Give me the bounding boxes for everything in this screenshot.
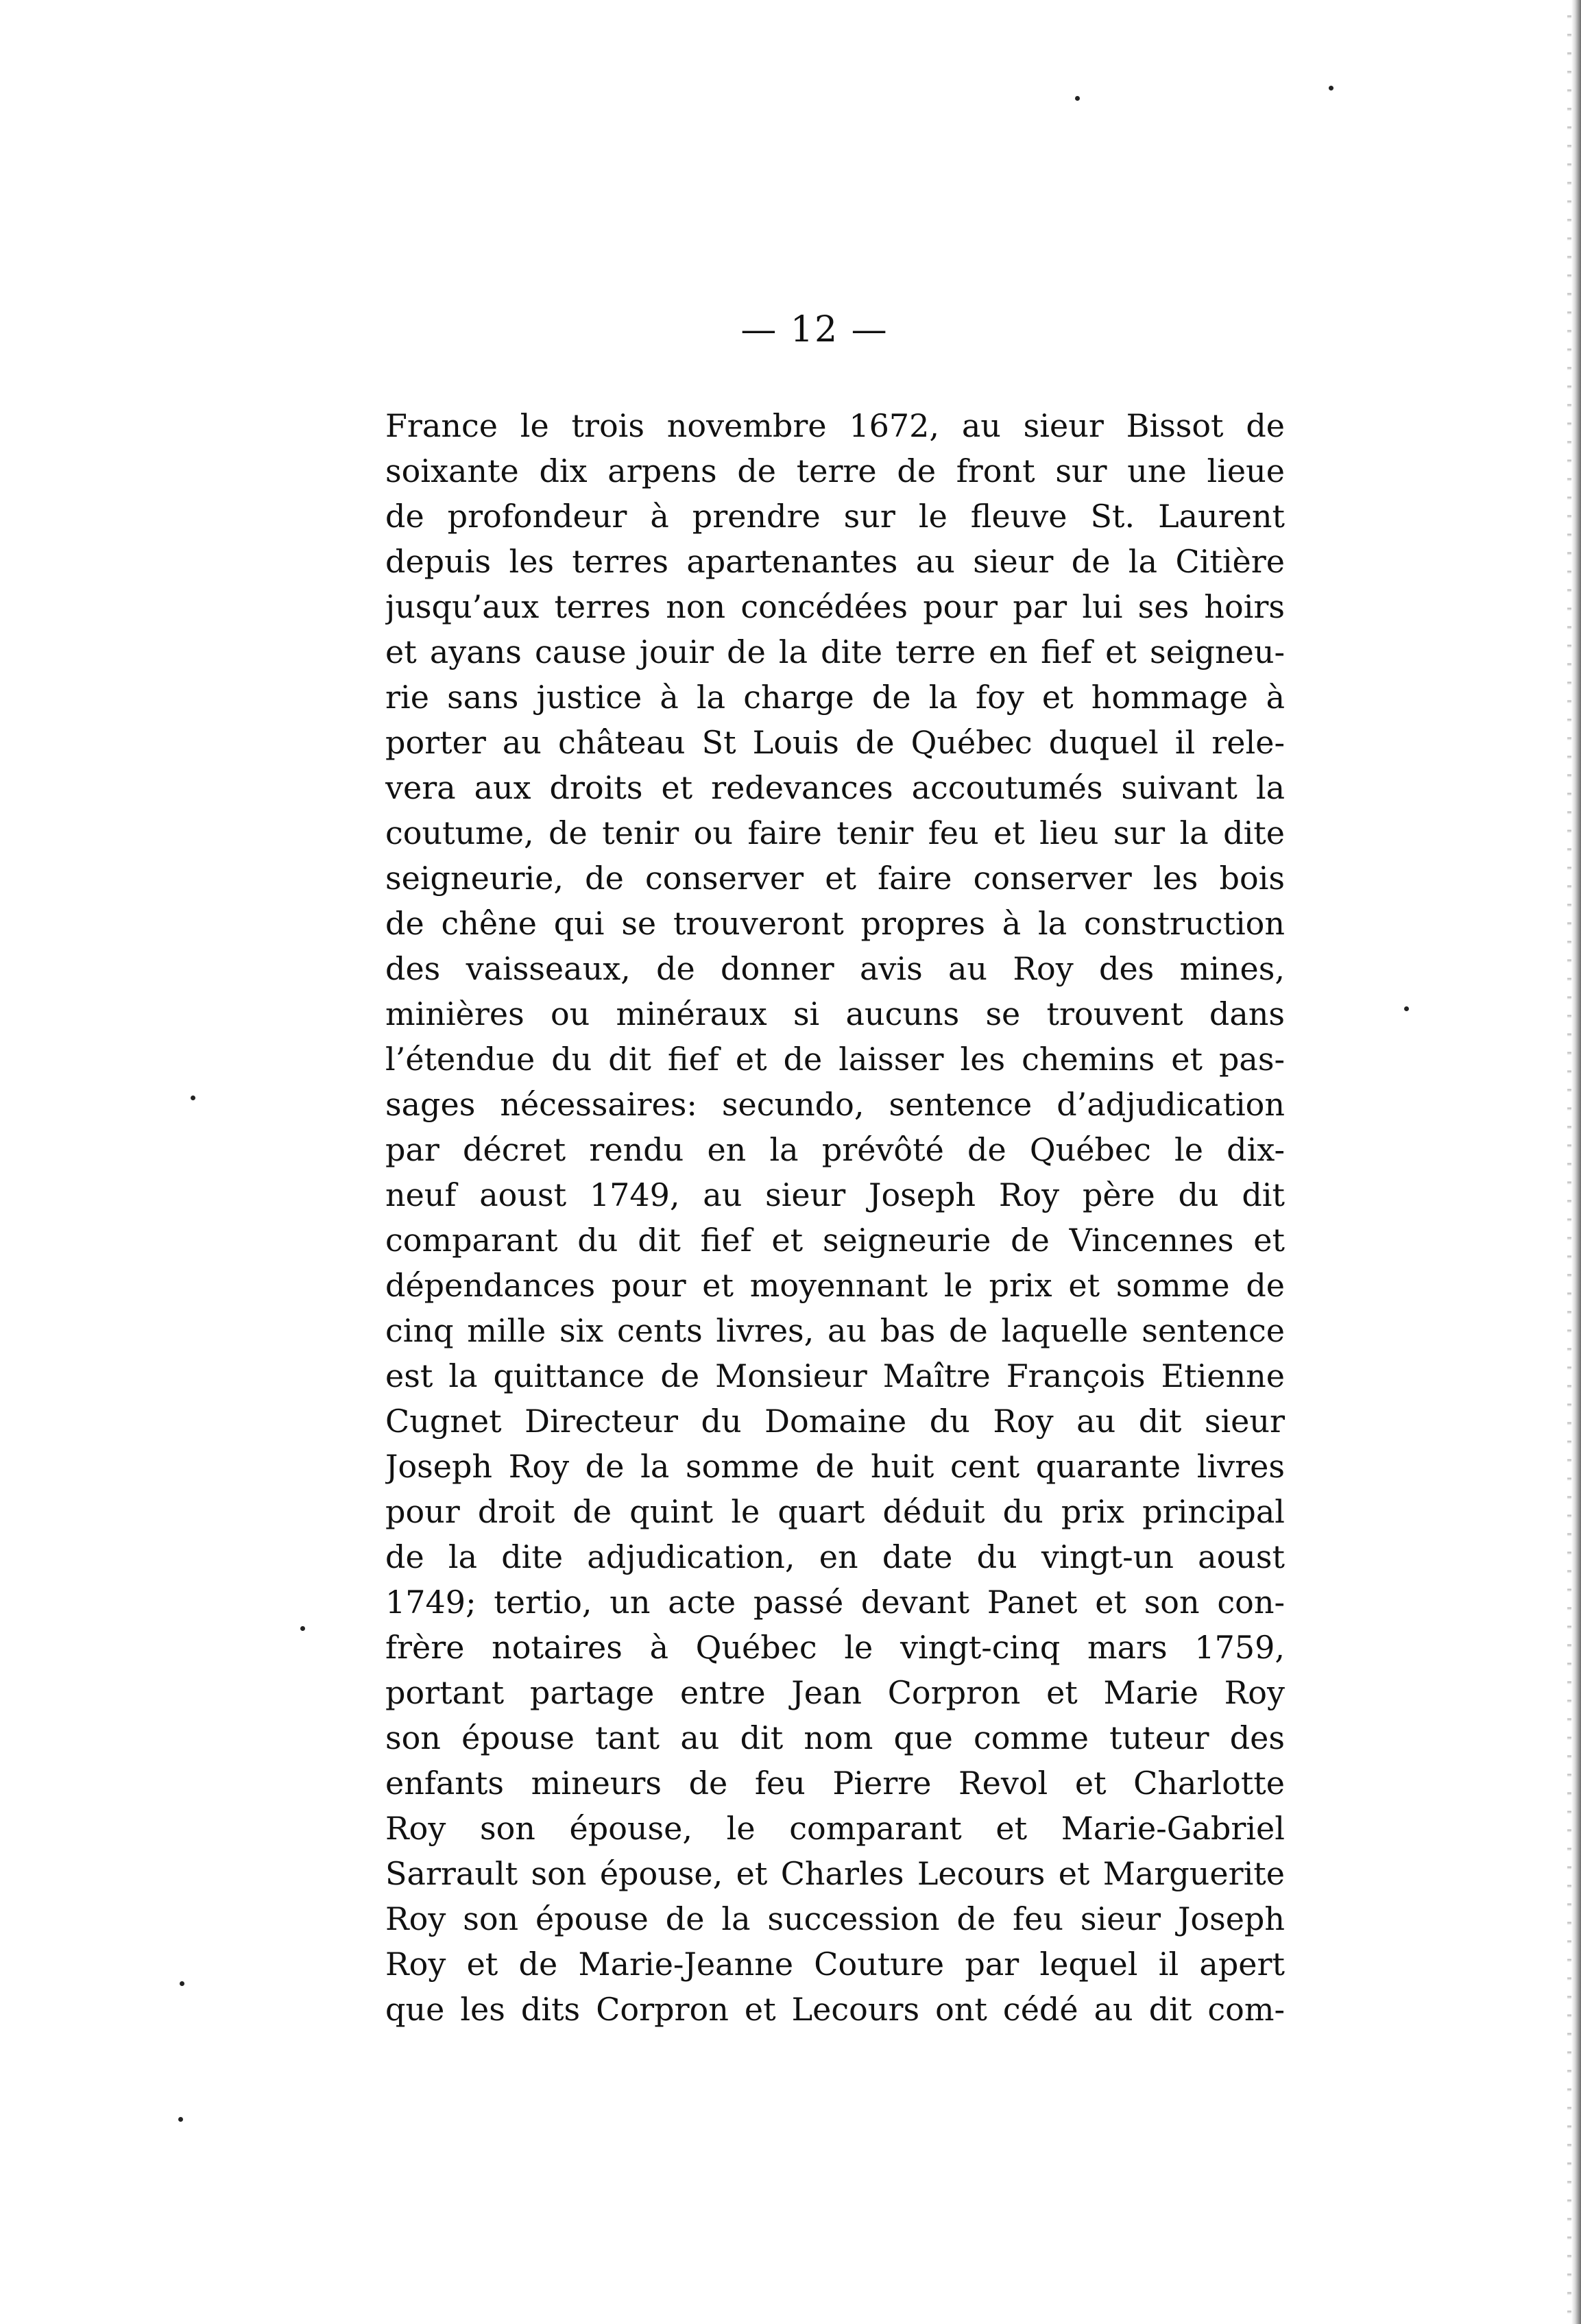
scan-speck <box>300 1626 305 1631</box>
text-line: est la quittance de Monsieur Maître François Etienne <box>385 1357 1285 1394</box>
text-line: coutume, de tenir ou faire tenir feu et lieu sur la dite <box>385 814 1285 851</box>
text-line: Roy et de Marie-Jeanne Couture par lequel il apert <box>385 1946 1285 1983</box>
text-line: 1749; tertio, un acte passé devant Panet et son con- <box>385 1584 1285 1621</box>
scan-speck <box>1075 96 1080 101</box>
text-line: Joseph Roy de la somme de huit cent quarante livres <box>385 1448 1285 1485</box>
text-line: des vaisseaux, de donner avis au Roy des mines, <box>385 950 1285 987</box>
text-line: soixante dix arpens de terre de front sur une lieue <box>385 452 1285 489</box>
text-line: Cugnet Directeur du Domaine du Roy au dit sieur <box>385 1403 1285 1440</box>
text-line: neuf aoust 1749, au sieur Joseph Roy père du dit <box>385 1176 1285 1213</box>
text-line: de la dite adjudication, en date du vingt-un aoust <box>385 1538 1285 1575</box>
body-text <box>385 403 1285 2032</box>
scan-speck <box>191 1096 195 1100</box>
text-line: vera aux droits et redevances accoutumés suivant la <box>385 769 1285 806</box>
scan-speck <box>1404 1006 1409 1011</box>
text-line: depuis les terres apartenantes au sieur de la Citière <box>385 543 1285 580</box>
text-line: dépendances pour et moyennant le prix et somme de <box>385 1267 1285 1304</box>
text-line: jusqu’aux terres non concédées pour par lui ses hoirs <box>385 588 1285 625</box>
scan-speck <box>178 2117 183 2122</box>
text-line: minières ou minéraux si aucuns se trouvent dans <box>385 995 1285 1032</box>
text-line: l’étendue du dit fief et de laisser les chemins et pas- <box>385 1041 1285 1078</box>
text-line: comparant du dit fief et seigneurie de Vincennes et <box>385 1222 1285 1259</box>
text-line: porter au château St Louis de Québec duquel il rele- <box>385 724 1285 761</box>
scan-speck <box>180 1981 184 1986</box>
text-line: et ayans cause jouir de la dite terre en fief et seigneu- <box>385 633 1285 670</box>
page-binding-edge <box>1571 0 1581 2324</box>
text-line: portant partage entre Jean Corpron et Marie Roy <box>385 1674 1285 1711</box>
text-line: de profondeur à prendre sur le fleuve St. Laurent <box>385 498 1285 535</box>
scan-speck <box>1329 86 1333 90</box>
text-line: Roy son épouse, le comparant et Marie-Gabriel <box>385 1810 1285 1847</box>
text-line: rie sans justice à la charge de la foy et hommage à <box>385 679 1285 716</box>
text-line: enfants mineurs de feu Pierre Revol et Charlotte <box>385 1765 1285 1802</box>
text-line: France le trois novembre 1672, au sieur Bissot de <box>385 407 1285 444</box>
text-line: Roy son épouse de la succession de feu sieur Joseph <box>385 1900 1285 1937</box>
text-line: Sarrault son épouse, et Charles Lecours et Marguerite <box>385 1855 1285 1892</box>
text-line: sages nécessaires: secundo, sentence d’adjudication <box>385 1086 1285 1123</box>
page-number: — 12 — <box>740 309 889 350</box>
text-line: de chêne qui se trouveront propres à la construction <box>385 905 1285 942</box>
text-line: seigneurie, de conserver et faire conserver les bois <box>385 860 1285 897</box>
text-line: par décret rendu en la prévôté de Québec le dix- <box>385 1131 1285 1168</box>
text-line: frère notaires à Québec le vingt-cinq mars 1759, <box>385 1629 1285 1666</box>
text-line: cinq mille six cents livres, au bas de laquelle sentence <box>385 1312 1285 1349</box>
text-line: son épouse tant au dit nom que comme tuteur des <box>385 1719 1285 1756</box>
text-line: que les dits Corpron et Lecours ont cédé au dit com- <box>385 1991 1285 2028</box>
text-line: pour droit de quint le quart déduit du prix principal <box>385 1493 1285 1530</box>
